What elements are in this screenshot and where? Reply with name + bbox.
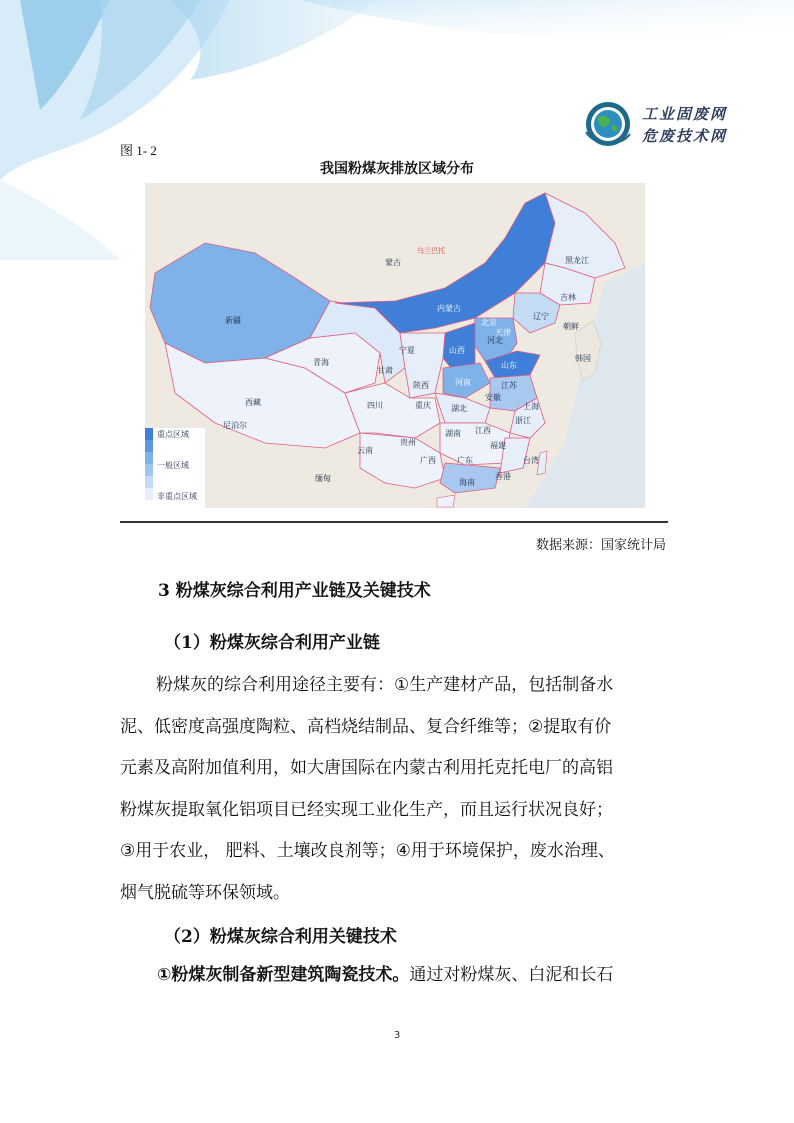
label-gansu: 甘肃 [377, 366, 393, 375]
label-zhejiang: 浙江 [515, 416, 531, 425]
figure-title: 我国粉煤灰排放区域分布 [320, 161, 474, 177]
label-beijing: 北京 [481, 318, 497, 327]
label-yunnan: 云南 [357, 446, 373, 455]
label-shanghai: 上海 [523, 402, 539, 411]
label-nkorea: 朝鲜 [563, 322, 579, 331]
label-sichuan: 四川 [367, 401, 383, 410]
para-line: 元素及高附加值利用，如大唐国际在内蒙古利用托克托电厂的高铝 [120, 758, 613, 778]
legend-general: 一般区域 [157, 461, 189, 470]
label-xizang: 西藏 [245, 398, 261, 407]
label-ningxia: 宁夏 [399, 346, 415, 355]
label-myanmar: 缅甸 [315, 474, 331, 483]
label-guangxi: 广西 [420, 456, 436, 465]
label-hubei: 湖北 [451, 404, 467, 413]
label-neimenggu: 内蒙古 [437, 304, 461, 313]
body-paragraph [120, 665, 672, 914]
label-taiwan: 台湾 [523, 456, 539, 465]
section-heading: 3 粉煤灰综合利用产业链及关键技术 [158, 581, 431, 601]
para-line: 粉煤灰的综合利用途径主要有：①生产建材产品，包括制备水 [156, 675, 614, 695]
data-source: 数据来源：国家统计局 [535, 538, 666, 553]
label-xinjiang: 新疆 [225, 316, 241, 325]
para-line: 泥、低密度高强度陶粒、高档烧结制品、复合纤维等；②提取有价 [120, 716, 612, 737]
label-hongkong: 香港 [495, 472, 511, 481]
label-hebei: 河北 [487, 336, 503, 345]
logo-text [642, 103, 727, 147]
label-guizhou: 贵州 [400, 438, 416, 447]
label-jiangsu: 江苏 [501, 381, 517, 390]
subheading-key-tech: （2）粉煤灰综合利用关键技术 [164, 927, 397, 947]
figure-label: 图 1- 2 [120, 143, 157, 158]
label-jiangxi: 江西 [475, 426, 491, 435]
label-ulaanbaatar: 乌兰巴托 [417, 247, 445, 255]
label-fujian: 福建 [490, 441, 506, 450]
label-shaanxi: 陕西 [413, 381, 429, 390]
divider [120, 521, 668, 523]
logo-line1: 工业固废网 [642, 105, 728, 123]
label-nepal: 尼泊尔 [223, 421, 247, 430]
label-shanxi: 山西 [449, 346, 465, 355]
legend-minor: 非重点区域 [157, 492, 197, 501]
label-qinghai: 青海 [313, 358, 329, 367]
label-chongqing: 重庆 [415, 401, 431, 410]
label-henan: 河南 [455, 378, 471, 387]
label-skorea: 韩国 [575, 354, 591, 363]
label-heilongjiang: 黑龙江 [565, 256, 589, 265]
map-legend [145, 428, 205, 508]
label-liaoning: 辽宁 [533, 312, 549, 321]
logo-line2: 危废技术网 [642, 127, 728, 145]
para-line: 粉煤灰提取氧化铝项目已经实现工业化生产，而且运行状况良好； [120, 799, 613, 820]
page-number: 3 [393, 1030, 401, 1041]
lead-paragraph [157, 960, 613, 985]
para-line: 烟气脱硫等环保领域。 [120, 882, 290, 903]
subheading-industry-chain: （1）粉煤灰综合利用产业链 [164, 633, 380, 653]
legend-key: 重点区域 [157, 430, 189, 439]
label-mongolia: 蒙古 [385, 258, 401, 267]
label-anhui: 安徽 [485, 393, 501, 402]
label-hainan: 海南 [459, 478, 475, 487]
label-shandong: 山东 [501, 361, 517, 370]
label-jilin: 吉林 [560, 293, 576, 302]
lead-rest: 通过对粉煤灰、白泥和长石 [409, 965, 614, 985]
para-line: ③用于农业， 肥料、土壤改良剂等；④用于环境保护，废水治理、 [120, 841, 615, 861]
label-hunan: 湖南 [445, 429, 461, 438]
label-tianjin: 天津 [495, 328, 511, 337]
label-guangdong: 广东 [457, 456, 473, 465]
lead-bold: ①粉煤灰制备新型建筑陶瓷技术。 [157, 965, 410, 985]
china-map [145, 183, 645, 508]
